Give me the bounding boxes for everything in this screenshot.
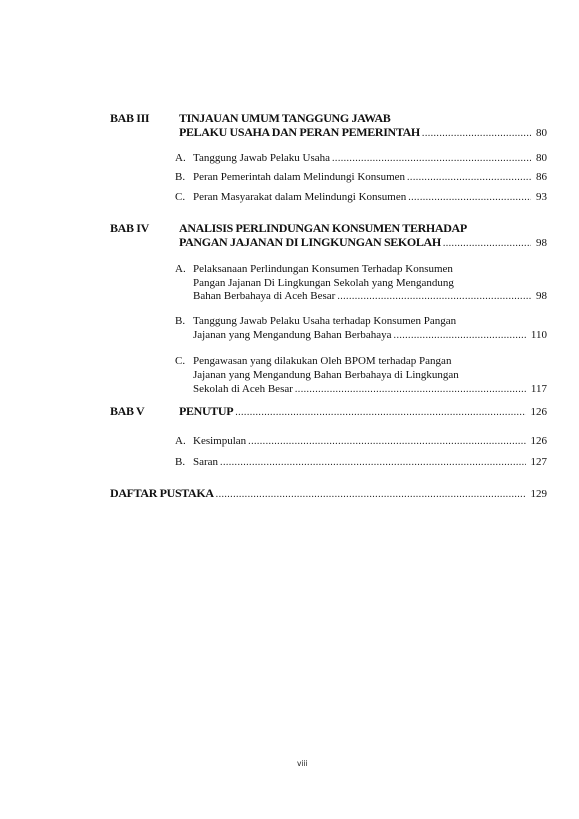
chapter-title-line: PANGAN JAJANAN DI LINGKUNGAN SEKOLAH bbox=[179, 235, 441, 249]
page-number: 86 bbox=[536, 171, 547, 183]
section-letter: C. bbox=[175, 355, 186, 367]
dot-leader bbox=[235, 406, 525, 420]
page-number: 117 bbox=[530, 383, 547, 395]
chapter-label: BAB IV bbox=[110, 221, 149, 235]
section-title-line: Pelaksanaan Perlindungan Konsumen Terhadap Konsumen bbox=[193, 263, 453, 275]
section-title: Tanggung Jawab Pelaku Usaha bbox=[193, 152, 331, 164]
section-title: Peran Pemerintah dalam Melindungi Konsumen bbox=[193, 171, 406, 183]
chapter-title-entry bbox=[179, 125, 547, 139]
section-entry bbox=[193, 328, 547, 342]
chapter-label: BAB V bbox=[110, 404, 145, 418]
section-title: Kesimpulan bbox=[193, 435, 247, 447]
page-number: 80 bbox=[536, 152, 547, 164]
section-title-line: Sekolah di Aceh Besar bbox=[193, 383, 293, 395]
dot-leader bbox=[295, 383, 526, 397]
chapter-title-entry bbox=[179, 404, 547, 418]
section-letter: A. bbox=[175, 435, 186, 447]
section-title: Peran Masyarakat dalam Melindungi Konsumen bbox=[193, 191, 407, 203]
chapter-title-line: PENUTUP bbox=[179, 404, 234, 418]
chapter-title-line: ANALISIS PERLINDUNGAN KONSUMEN TERHADAP bbox=[179, 221, 467, 235]
bibliography-label: DAFTAR PUSTAKA bbox=[110, 486, 214, 500]
footer-page-number: viii bbox=[297, 759, 308, 768]
section-letter: B. bbox=[175, 315, 186, 327]
section-title: Saran bbox=[193, 456, 219, 468]
section-title-line: Pangan Jajanan Di Lingkungan Sekolah yang Mengandung bbox=[193, 277, 454, 289]
page-number: 93 bbox=[536, 191, 547, 203]
section-entry bbox=[193, 170, 547, 184]
chapter-title-entry bbox=[179, 235, 547, 249]
dot-leader bbox=[407, 171, 531, 185]
dot-leader bbox=[220, 456, 525, 470]
section-letter: A. bbox=[175, 152, 186, 164]
dot-leader bbox=[394, 329, 526, 343]
dot-leader bbox=[332, 152, 531, 166]
section-title-line: Jajanan yang Mengandung Bahan Berbahaya di Lingkungan bbox=[193, 369, 459, 381]
section-letter: B. bbox=[175, 456, 186, 468]
section-title-line: Pengawasan yang dilakukan Oleh BPOM terhadap Pangan bbox=[193, 355, 452, 367]
bibliography-entry bbox=[110, 486, 547, 500]
section-entry bbox=[193, 289, 547, 303]
section-letter: C. bbox=[175, 191, 186, 203]
dot-leader bbox=[408, 191, 531, 205]
section-title-line: Bahan Berbahaya di Aceh Besar bbox=[193, 290, 336, 302]
page-number: 129 bbox=[530, 488, 547, 500]
page-number: 110 bbox=[530, 329, 547, 341]
section-letter: B. bbox=[175, 171, 186, 183]
section-entry bbox=[193, 190, 547, 204]
section-title-line: Tanggung Jawab Pelaku Usaha terhadap Konsumen Pangan bbox=[193, 315, 457, 327]
chapter-label: BAB III bbox=[110, 111, 150, 125]
section-title-line: Jajanan yang Mengandung Bahan Berbahaya bbox=[193, 329, 392, 341]
dot-leader bbox=[248, 435, 525, 449]
chapter-title-line: PELAKU USAHA DAN PERAN PEMERINTAH bbox=[179, 125, 420, 139]
page-number: 126 bbox=[530, 435, 547, 447]
page-number: 80 bbox=[536, 127, 547, 139]
dot-leader bbox=[422, 127, 531, 141]
dot-leader bbox=[337, 290, 531, 304]
page-number: 98 bbox=[536, 237, 547, 249]
dot-leader bbox=[443, 237, 531, 251]
section-entry bbox=[193, 151, 547, 165]
section-entry bbox=[193, 455, 547, 469]
page-number: 98 bbox=[536, 290, 547, 302]
chapter-title-line: TINJAUAN UMUM TANGGUNG JAWAB bbox=[179, 111, 391, 125]
page-number: 126 bbox=[530, 406, 547, 418]
section-entry bbox=[193, 434, 547, 448]
section-entry bbox=[193, 382, 547, 396]
section-letter: A. bbox=[175, 263, 186, 275]
page-number: 127 bbox=[530, 456, 547, 468]
dot-leader bbox=[216, 488, 526, 502]
